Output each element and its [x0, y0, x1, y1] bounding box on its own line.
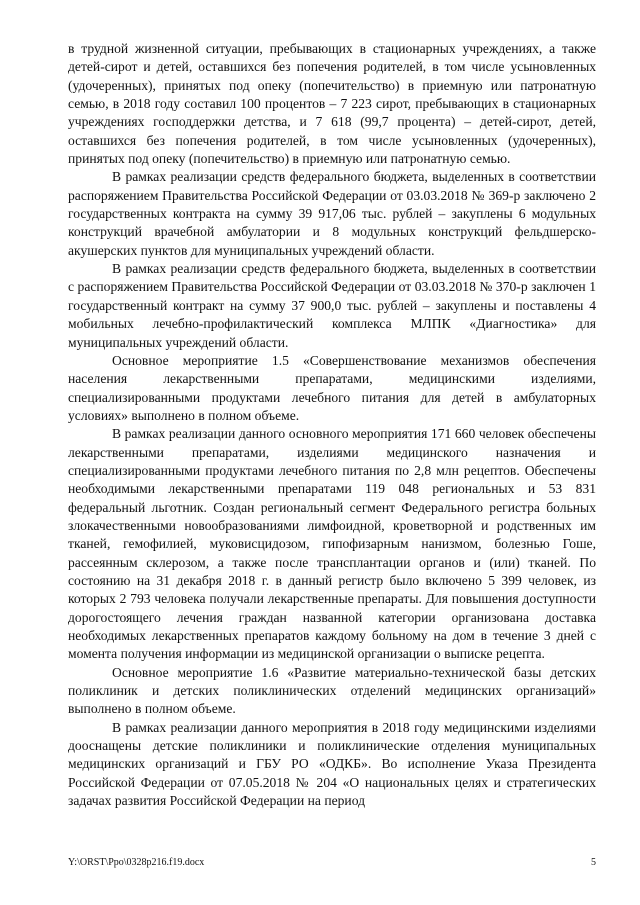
document-body — [68, 40, 596, 810]
paragraph-measure-1-6-details: В рамках реализации данного мероприятия в 2018 году медицинскими изделиями дооснащены детские поликлиники и поликлинические отделения муниципальных медицинских организаций и ГБУ РО «ОДКБ». Во исполнение Указа Президента Российской Федерации от 07.05.2018 № 204 «О национальных целях и стратегических задачах развития Российской Федерации на период — [68, 719, 596, 809]
paragraph-measure-1-5: Основное мероприятие 1.5 «Совершенствование механизмов обеспечения населения лекарственными препаратами, медицинскими изделиями, специализированными продуктами лечебного питания для детей в амбулаторных условиях» выполнено в полном объеме. — [68, 352, 596, 423]
footer-file-path: Y:\ORST\Ppo\0328p216.f19.docx — [68, 857, 205, 868]
page-number: 5 — [591, 857, 596, 868]
paragraph-contract-369: В рамках реализации средств федерального бюджета, выделенных в соответствии распоряжением Правительства Российской Федерации от 03.03.2018 № 369-р заключено 2 государственных контракта на сумму 39 917,06 тыс. рублей – закуплены 6 модульных конструкций врачебной амбулатории и 8 модульных конструкций фельдшерско-акушерских пунктов для муниципальных учреждений области. — [68, 169, 596, 258]
paragraph-continuation: в трудной жизненной ситуации, пребывающих в стационарных учреждениях, а также детей-сирот и детей, оставшихся без попечения родителей, в том числе усыновленных (удочеренных), принятых под опеку (попечительство) в приемную или патронатную семью, в 2018 году составил 100 процентов – 7 223 сирот, пребывающих в стационарных учреждениях господдержки детства, и 7 618 (99,7 процента) – детей-сирот, детей, оставшихся без попечения родителей, в том числе усыновленных (удочеренных), принятых под опеку (попечительство) в приемную или патронатную семью. — [68, 41, 596, 167]
paragraph-measure-1-6: Основное мероприятие 1.6 «Развитие материально-технической базы детских поликлиник и детских поликлинических отделений медицинских организаций» выполнено в полном объеме. — [68, 664, 596, 717]
paragraph-contract-370: В рамках реализации средств федерального бюджета, выделенных в соответствии с распоряжением Правительства Российской Федерации от 03.03.2018 № 370-р заключен 1 государственный контракт на сумму 37 900,0 тыс. рублей – закуплены и поставлены 4 мобильных лечебно-профилактический комплекса МЛПК «Диагностика» для муниципальных учреждений области. — [68, 261, 596, 350]
paragraph-measure-1-5-details: В рамках реализации данного основного мероприятия 171 660 человек обеспечены лекарственными препаратами, изделиями медицинского назначения и специализированными продуктами лечебного питания по 2,8 млн рецептов. Обеспечены необходимыми лекарственными препаратами 119 048 региональных и 53 831 федеральный льготник. Создан региональный сегмент Федерального регистра больных злокачественными новообразованиями лимфоидной, кроветворной и родственных им тканей, гемофилией, муковисцидозом, гипофизарным нанизмом, болезнью Гоше, рассеянным склерозом, а также после трансплантации органов и (или) тканей. По состоянию на 31 декабря 2018 г. в данный регистр было включено 5 399 человек, из которых 2 793 человека получали лекарственные препараты. Для повышения доступности дорогостоящего лечения граждан названной категории организована доставка необходимых лекарственных препаратов каждому больному на дом в течение 3 дней с момента получения информации из медицинской организации о выписке рецепта. — [68, 426, 596, 662]
